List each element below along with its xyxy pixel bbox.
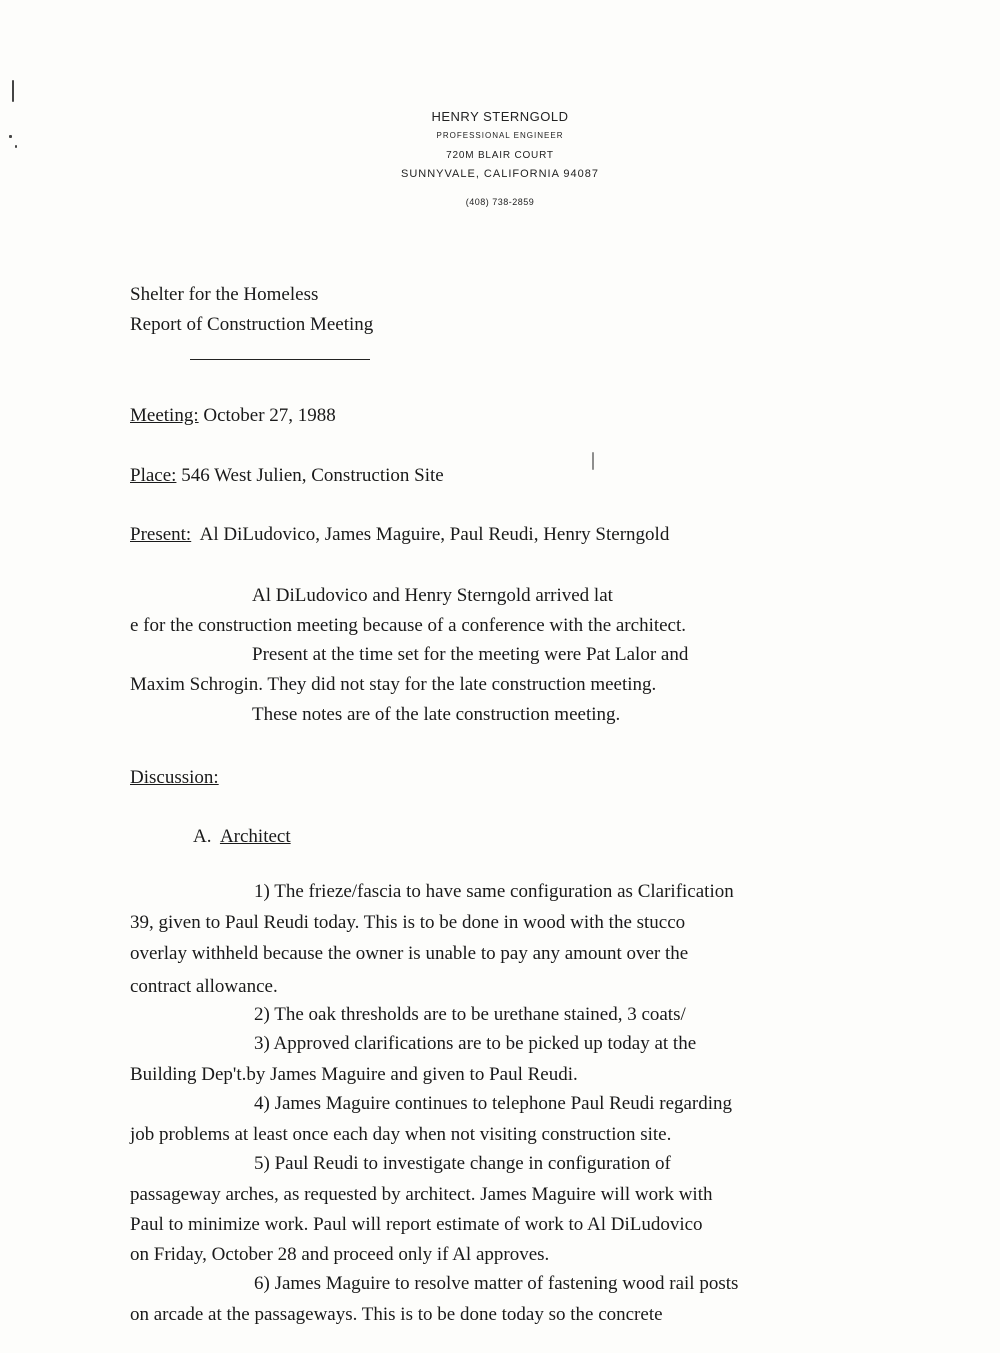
item-line: Building Dep't.by James Maguire and given to Paul Reudi. — [130, 1064, 578, 1085]
item-line: 1) The frieze/fascia to have same configuration as Clarification — [254, 881, 734, 902]
item-line: on arcade at the passageways. This is to be done today so the concrete — [130, 1304, 663, 1325]
present-line — [130, 524, 669, 546]
item-line: 39, given to Paul Reudi today. This is to be done in wood with the stucco — [130, 912, 686, 933]
document-title: Shelter for the Homeless — [130, 284, 319, 305]
letterhead-city: SUNNYVALE, CALIFORNIA 94087 — [401, 168, 599, 180]
letterhead-name: HENRY STERNGOLD — [431, 109, 569, 124]
item-line: 6) James Maguire to resolve matter of fastening wood rail posts — [254, 1273, 739, 1294]
item-line: job problems at least once each day when not visiting construction site. — [130, 1124, 672, 1145]
letterhead-phone: (408) 738-2859 — [465, 197, 535, 207]
item-line: passageway arches, as requested by architect. James Maguire will work with — [130, 1184, 713, 1205]
item-line: Paul to minimize work. Paul will report estimate of work to Al DiLudovico — [130, 1214, 703, 1235]
item-line: 5) Paul Reudi to investigate change in configuration of — [254, 1153, 671, 1174]
place-value: 546 West Julien, Construction Site — [181, 465, 444, 486]
intro-line: These notes are of the late construction meeting. — [252, 704, 621, 725]
scan-mark — [12, 80, 14, 102]
meeting-line — [130, 405, 336, 427]
intro-line: Present at the time set for the meeting were Pat Lalor and — [252, 644, 689, 665]
place-line — [130, 465, 444, 487]
meeting-label: Meeting: — [130, 405, 199, 426]
meeting-date: October 27, 1988 — [203, 405, 336, 426]
item-line: 3) Approved clarifications are to be picked up today at the — [254, 1033, 697, 1054]
scan-mark — [592, 452, 594, 470]
item-line: on Friday, October 28 and proceed only if Al approves. — [130, 1244, 550, 1265]
letterhead-street: 720M BLAIR COURT — [446, 150, 554, 161]
intro-line: Al DiLudovico and Henry Sterngold arrived lat — [252, 585, 613, 606]
section-letter: A. — [193, 826, 212, 847]
section-heading — [193, 826, 291, 848]
section-title: Architect — [219, 826, 291, 847]
discussion-label: Discussion: — [130, 767, 219, 788]
place-label: Place: — [130, 465, 177, 486]
document-subtitle: Report of Construction Meeting — [130, 314, 374, 335]
item-line: 2) The oak thresholds are to be urethane stained, 3 coats/ — [254, 1004, 686, 1025]
present-value: Al DiLudovico, James Maguire, Paul Reudi, Henry Sterngold — [199, 524, 670, 545]
item-line: 4) James Maguire continues to telephone Paul Reudi regarding — [254, 1093, 733, 1114]
heading-rule — [190, 359, 370, 360]
item-line: overlay withheld because the owner is unable to pay any amount over the — [130, 943, 689, 964]
intro-line: Maxim Schrogin. They did not stay for the late construction meeting. — [130, 674, 657, 695]
item-line: contract allowance. — [130, 976, 278, 997]
intro-line: e for the construction meeting because of a conference with the architect. — [130, 615, 687, 636]
letterhead-title: PROFESSIONAL ENGINEER — [436, 131, 564, 140]
present-label: Present: — [130, 524, 192, 545]
scan-mark — [15, 145, 17, 148]
